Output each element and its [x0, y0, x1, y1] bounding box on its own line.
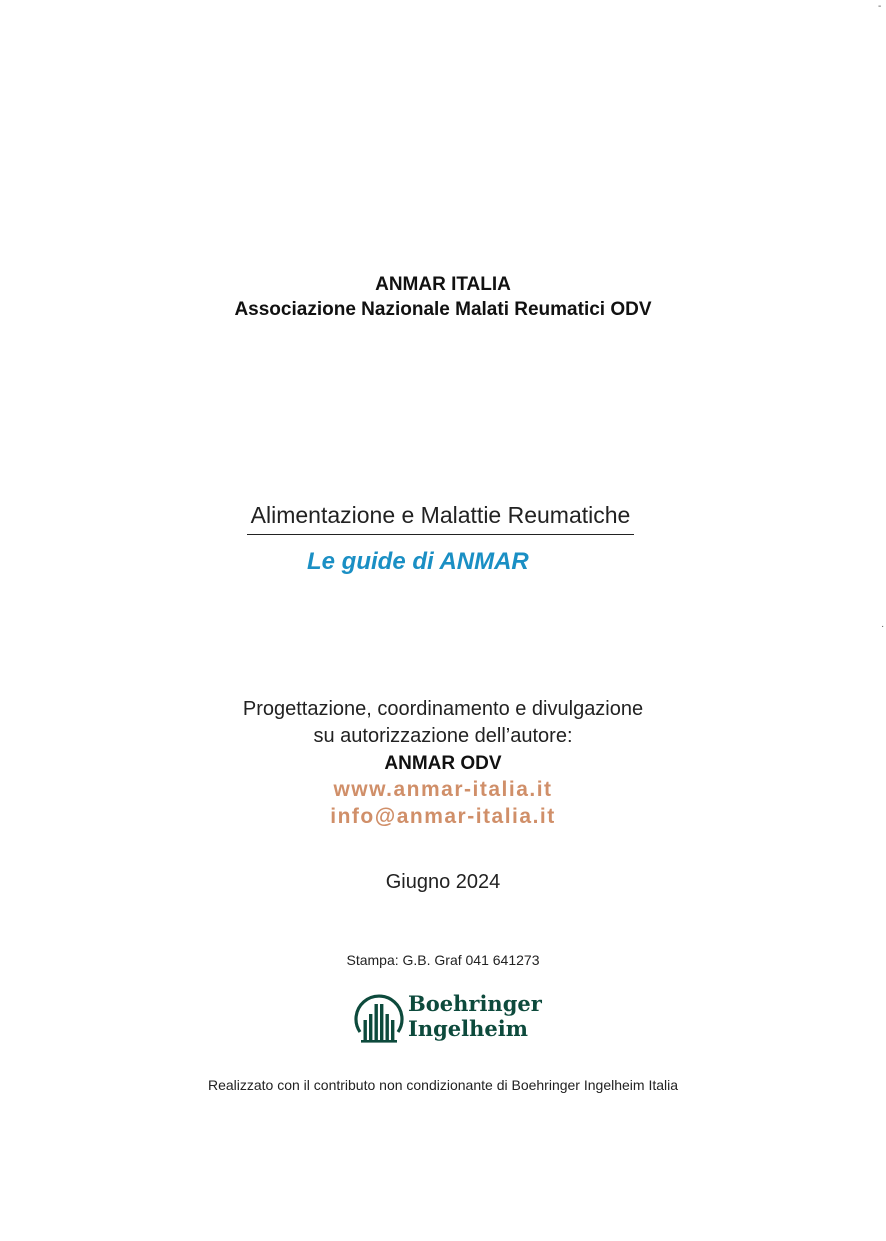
- credits-line-1: Progettazione, coordinamento e divulgazione: [242, 698, 644, 720]
- document-title: Alimentazione e Malattie Reumatiche: [250, 502, 631, 528]
- document-title-block: [247, 500, 634, 535]
- publication-date: Giugno 2024: [385, 871, 501, 893]
- edge-mark-top: -: [878, 1, 882, 12]
- sponsor-logo-wordmark: [408, 991, 542, 1041]
- boehringer-ingelheim-logo-icon: [351, 990, 407, 1046]
- credits-line-2: su autorizzazione dell’autore:: [313, 725, 573, 747]
- series-title: Le guide di ANMAR: [307, 548, 529, 575]
- logo-line-1: Boehringer: [408, 991, 542, 1016]
- email-link[interactable]: info@anmar-italia.it: [330, 805, 556, 828]
- organization-name: ANMAR ITALIA: [375, 274, 511, 295]
- logo-line-2: Ingelheim: [408, 1016, 528, 1041]
- author-name: ANMAR ODV: [384, 753, 502, 774]
- organization-full-name: Associazione Nazionale Malati Reumatici ODV: [234, 299, 652, 320]
- edge-mark-side: ·: [881, 621, 885, 632]
- website-link[interactable]: www.anmar-italia.it: [333, 778, 553, 801]
- contribution-note: Realizzato con il contributo non condizionante di Boehringer Ingelheim Italia: [207, 1077, 679, 1093]
- sponsor-logo: [351, 990, 542, 1046]
- print-info: Stampa: G.B. Graf 041 641273: [346, 952, 540, 968]
